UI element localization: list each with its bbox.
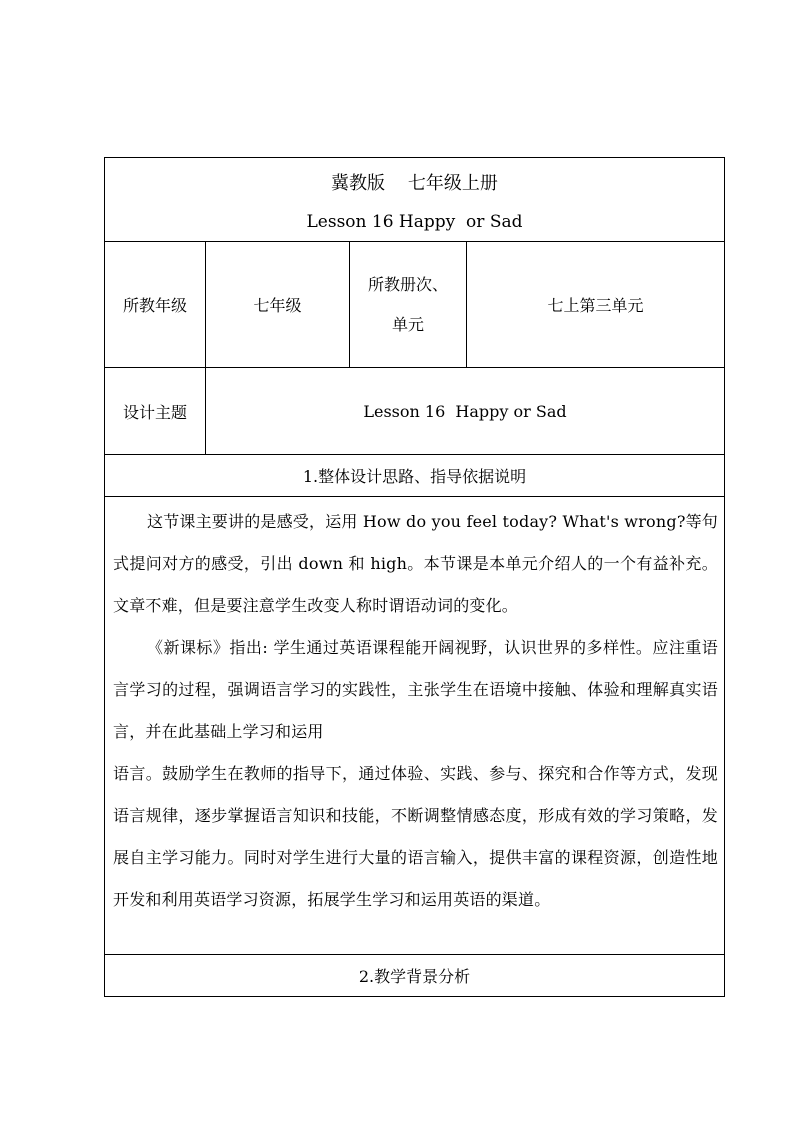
section-1-heading-row <box>105 455 725 497</box>
title-cell <box>105 158 725 242</box>
section-1-body <box>105 497 725 955</box>
lesson-title: Lesson 16 Happy or Sad <box>306 211 523 232</box>
volume-value: 七上第三单元 <box>467 242 725 368</box>
volume-label-line-1: 所教册次、 <box>367 274 448 294</box>
volume-label-cell <box>350 242 467 368</box>
section-1-paragraph-1: 这节课主要讲的是感受，运用 How do you feel today? What's wrong?等句式提问对方的感受，引出 down 和 high。本节课是本单元介绍人的一个有益补充。文章不难，但是要注意学生改变人称时谓语动词的变化。 <box>113 512 719 615</box>
grade-volume-row <box>105 242 725 368</box>
theme-label: 设计主题 <box>105 368 206 455</box>
grade-label: 所教年级 <box>105 242 206 368</box>
section-1-body-row <box>105 497 725 955</box>
theme-row <box>105 368 725 455</box>
section-1-paragraph-2: 《新课标》指出: 学生通过英语课程能开阔视野，认识世界的多样性。应注重语言学习的过程，强调语言学习的实践性，主张学生在语境中接触、体验和理解真实语言，并在此基础上学习和运用 <box>113 638 718 741</box>
grade-value: 七年级 <box>206 242 350 368</box>
volume-label-line-2: 单元 <box>391 314 424 334</box>
lesson-plan-table <box>104 157 725 997</box>
textbook-title: 冀教版 七年级上册 <box>331 172 498 194</box>
section-2-heading-row <box>105 955 725 997</box>
section-2-heading: 2.教学背景分析 <box>105 955 725 997</box>
theme-value: Lesson 16 Happy or Sad <box>206 368 725 455</box>
title-row <box>105 158 725 242</box>
section-1-heading: 1.整体设计思路、指导依据说明 <box>105 455 725 497</box>
section-1-paragraph-3: 语言。鼓励学生在教师的指导下，通过体验、实践、参与、探究和合作等方式，发现语言规律，逐步掌握语言知识和技能，不断调整情感态度，形成有效的学习策略，发展自主学习能力。同时对学生进行大量的语言输入，提供丰富的课程资源，创造性地开发和利用英语学习资源，拓展学生学习和运用英语的渠道。 <box>113 764 718 909</box>
